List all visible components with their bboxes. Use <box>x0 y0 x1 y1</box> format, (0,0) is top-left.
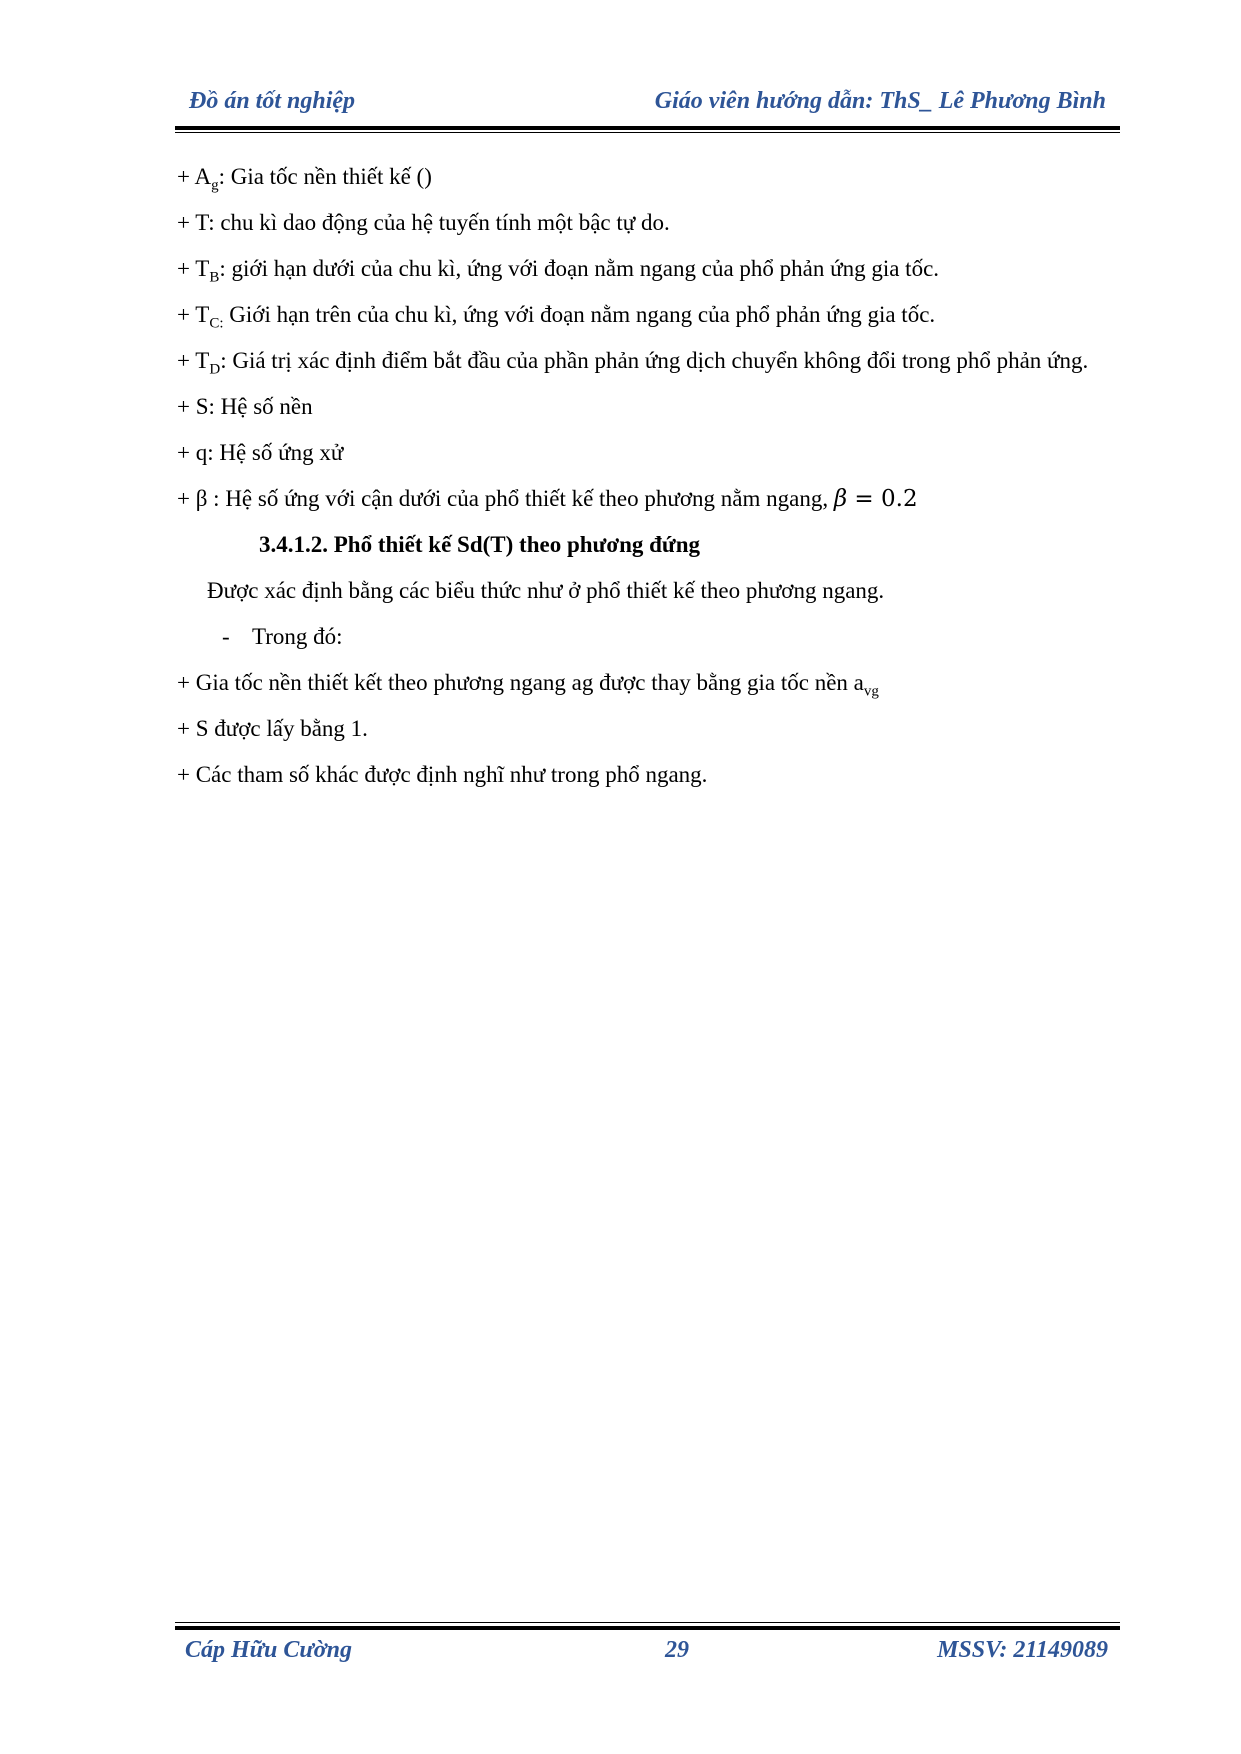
item-beta <box>177 482 1122 516</box>
footer-student-id: MSSV: 21149089 <box>937 1637 1108 1663</box>
section-intro: Được xác định bằng các biểu thức như ở phổ thiết kế theo phương ngang. <box>207 578 885 603</box>
item-td-sub: D <box>209 361 221 378</box>
item-beta-symbol: β <box>833 486 848 512</box>
footer-rule-thick <box>175 1626 1120 1630</box>
header-advisor: Giáo viên hướng dẫn: ThS_ Lê Phương Bình <box>654 88 1106 114</box>
footer-rule-thin <box>175 1622 1120 1623</box>
item-beta-equation: = 0.2 <box>847 486 918 512</box>
item-beta-text: + β : Hệ số ứng với cận dưới của phổ thiết kế theo phương nằm ngang, <box>177 486 834 511</box>
item-ag-prefix: + A <box>177 164 212 189</box>
item-td-text: : Giá trị xác định điểm bắt đầu của phần phản ứng dịch chuyển không đổi trong phổ phản ứng. <box>220 348 1089 373</box>
page-number: 29 <box>665 1637 689 1663</box>
header-rule-thin <box>175 132 1120 133</box>
item-avg-text: + Gia tốc nền thiết kết theo phương ngang ag được thay bằng gia tốc nền a <box>177 670 864 695</box>
item-s1: + S được lấy bằng 1. <box>177 716 368 741</box>
item-tb-prefix: + T <box>177 256 210 281</box>
item-td <box>177 344 1122 378</box>
footer-author: Cáp Hữu Cường <box>185 1637 353 1663</box>
item-ag <box>177 160 1122 194</box>
item-s: + S: Hệ số nền <box>177 394 313 419</box>
item-avg-sub: vg <box>863 683 879 700</box>
item-tb-sub: B <box>209 269 220 286</box>
dash-item <box>222 620 1122 654</box>
page-content <box>177 160 1122 804</box>
item-tc-prefix: + T <box>177 302 210 327</box>
item-tc <box>177 298 1122 332</box>
item-tb <box>177 252 1122 286</box>
item-tb-text: : giới hạn dưới của chu kì, ứng với đoạn nằm ngang của phổ phản ứng gia tốc. <box>219 256 940 281</box>
dash-marker: - <box>222 624 230 649</box>
item-t: + T: chu kì dao động của hệ tuyến tính một bậc tự do. <box>177 210 670 235</box>
item-td-prefix: + T <box>177 348 210 373</box>
item-ag-text: : Gia tốc nền thiết kế () <box>218 164 432 189</box>
header-title: Đồ án tốt nghiệp <box>189 88 356 114</box>
page-header <box>175 84 1120 124</box>
item-avg <box>177 666 1122 700</box>
item-q: + q: Hệ số ứng xử <box>177 440 344 465</box>
item-ag-sub: g <box>211 177 219 194</box>
dash-item-text: Trong đó: <box>252 624 343 649</box>
section-heading: 3.4.1.2. Phổ thiết kế Sd(T) theo phương đứng <box>259 532 700 557</box>
header-rule-thick <box>175 126 1120 130</box>
item-tc-sub: C: <box>209 315 224 332</box>
page-footer <box>175 1635 1120 1675</box>
item-tc-text: Giới hạn trên của chu kì, ứng với đoạn nằm ngang của phổ phản ứng gia tốc. <box>223 302 936 327</box>
item-other: + Các tham số khác được định nghĩ như trong phổ ngang. <box>177 762 708 787</box>
